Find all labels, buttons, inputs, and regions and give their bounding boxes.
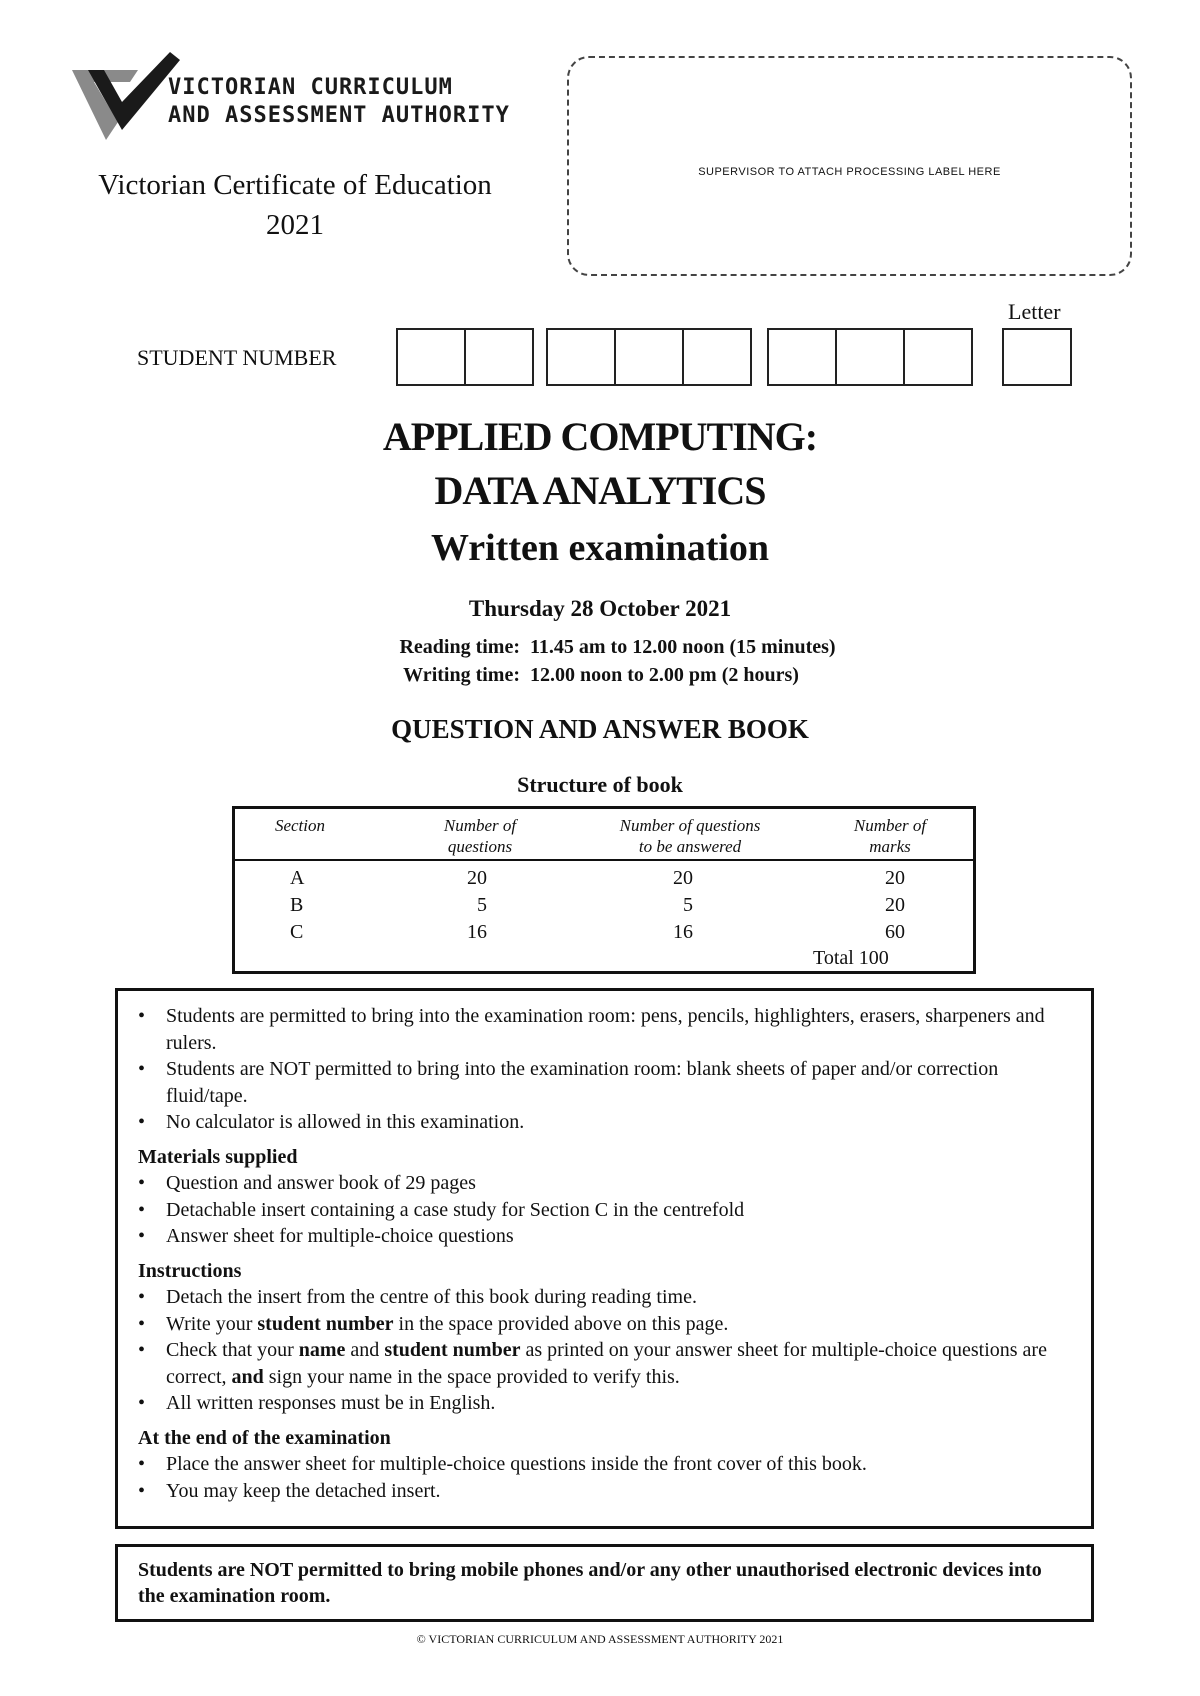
table-row bbox=[235, 867, 973, 894]
reading-time-label: Reading time: bbox=[399, 636, 520, 658]
student-number-box-1[interactable] bbox=[396, 328, 466, 386]
header-section bbox=[255, 815, 345, 836]
structure-table bbox=[232, 806, 976, 974]
student-number-label: STUDENT NUMBER bbox=[137, 345, 337, 370]
bold-text: and bbox=[231, 1365, 264, 1388]
letter-label: Letter bbox=[1008, 299, 1061, 324]
instructions-heading: Instructions bbox=[138, 1259, 242, 1282]
rules-list bbox=[138, 1003, 1071, 1136]
list-item: • Detach the insert from the centre of this book during reading time. bbox=[138, 1284, 1071, 1311]
processing-label-area bbox=[567, 56, 1132, 276]
header-marks-line-2: marks bbox=[869, 837, 911, 856]
header-num-questions-line-1: Number of bbox=[443, 816, 517, 835]
table-row bbox=[235, 921, 973, 948]
exam-subtitle: Written examination bbox=[430, 527, 770, 569]
certificate-title bbox=[60, 165, 530, 245]
row-answered: 16 bbox=[673, 921, 693, 943]
authority-name bbox=[168, 74, 510, 130]
row-questions: 16 bbox=[467, 921, 487, 943]
row-answered: 20 bbox=[673, 867, 693, 889]
bold-text: name bbox=[298, 1339, 346, 1361]
structure-title: Structure of book bbox=[517, 772, 683, 797]
total-marks: Total 100 bbox=[813, 947, 889, 969]
header-to-answer-line-1: Number of questions bbox=[619, 816, 761, 835]
student-number-box-2[interactable] bbox=[464, 328, 534, 386]
row-section: B bbox=[290, 894, 304, 916]
writing-time-value: 12.00 noon to 2.00 pm (2 hours) bbox=[530, 664, 799, 686]
header-marks bbox=[825, 815, 955, 857]
table-header bbox=[235, 809, 973, 861]
reading-time bbox=[370, 636, 836, 659]
list-item: • Students are NOT permitted to bring into the examination room: blank sheets of paper and/or correction fluid/tape. bbox=[138, 1056, 1071, 1109]
certificate-name: Victorian Certificate of Education bbox=[98, 169, 492, 201]
bold-text: student number bbox=[384, 1339, 521, 1361]
mobile-phone-warning bbox=[115, 1544, 1094, 1622]
header-to-answer bbox=[575, 815, 805, 857]
instructions-list bbox=[138, 1284, 1071, 1417]
list-item: • Detachable insert containing a case study for Section C in the centrefold bbox=[138, 1197, 1071, 1224]
student-number-box-8[interactable] bbox=[903, 328, 973, 386]
text: Write your bbox=[166, 1312, 258, 1335]
exam-title-line-1: APPLIED COMPUTING: bbox=[382, 414, 818, 459]
student-number-box-3[interactable] bbox=[546, 328, 616, 386]
list-item: • Answer sheet for multiple-choice questions bbox=[138, 1223, 1071, 1250]
warning-text: Students are NOT permitted to bring mobile phones and/or any other unauthorised electronic devices into the examination room. bbox=[138, 1559, 1042, 1607]
header-num-questions-line-2: questions bbox=[447, 837, 513, 856]
header-num-questions bbox=[405, 815, 555, 857]
authority-line-2: AND ASSESSMENT AUTHORITY bbox=[168, 103, 510, 128]
writing-time-label: Writing time: bbox=[403, 664, 520, 686]
instructions-box bbox=[115, 988, 1094, 1529]
header-to-answer-line-2: to be answered bbox=[638, 837, 742, 856]
book-title: QUESTION AND ANSWER BOOK bbox=[391, 714, 809, 744]
authority-line-1: VICTORIAN CURRICULUM bbox=[168, 75, 453, 100]
exam-date: Thursday 28 October 2021 bbox=[468, 596, 732, 621]
list-item: • All written responses must be in English. bbox=[138, 1390, 1071, 1417]
student-number-box-6[interactable] bbox=[767, 328, 837, 386]
materials-list bbox=[138, 1170, 1071, 1250]
writing-time bbox=[370, 664, 799, 687]
exam-title-line-2: DATA ANALYTICS bbox=[434, 468, 766, 513]
list-item bbox=[138, 1337, 1071, 1390]
processing-label-text: SUPERVISOR TO ATTACH PROCESSING LABEL HERE bbox=[698, 166, 1001, 178]
materials-heading: Materials supplied bbox=[138, 1145, 298, 1168]
end-of-exam-heading: At the end of the examination bbox=[138, 1426, 391, 1449]
student-number-box-7[interactable] bbox=[835, 328, 905, 386]
vcaa-logo bbox=[70, 52, 510, 142]
row-answered: 5 bbox=[683, 894, 693, 916]
text: as printed on your answer sheet for multiple-choice questions are correct, bbox=[166, 1339, 1047, 1388]
row-questions: 20 bbox=[467, 867, 487, 889]
row-section: C bbox=[290, 921, 304, 943]
student-number-box-5[interactable] bbox=[682, 328, 752, 386]
table-row bbox=[235, 894, 973, 921]
list-item: • You may keep the detached insert. bbox=[138, 1478, 1071, 1505]
reading-time-value: 11.45 am to 12.00 noon (15 minutes) bbox=[530, 636, 836, 658]
list-item: • Students are permitted to bring into the examination room: pens, pencils, highlighters, erasers, sharpeners and rulers. bbox=[138, 1003, 1071, 1056]
row-questions: 5 bbox=[477, 894, 487, 916]
list-item: • No calculator is allowed in this examination. bbox=[138, 1109, 1071, 1136]
bold-text: student number bbox=[257, 1312, 394, 1335]
certificate-year: 2021 bbox=[266, 209, 324, 241]
student-letter-box[interactable] bbox=[1002, 328, 1072, 386]
header-marks-line-1: Number of bbox=[853, 816, 927, 835]
header-section-label: Section bbox=[274, 816, 326, 835]
text: sign your name in the space provided to verify this. bbox=[263, 1365, 680, 1388]
row-marks: 20 bbox=[885, 894, 905, 916]
copyright-footer: © VICTORIAN CURRICULUM AND ASSESSMENT AUTHORITY 2021 bbox=[416, 1632, 784, 1646]
vcaa-logo-mark bbox=[70, 52, 180, 142]
row-marks: 20 bbox=[885, 867, 905, 889]
row-marks: 60 bbox=[885, 921, 905, 943]
text: and bbox=[345, 1339, 385, 1361]
list-item bbox=[138, 1311, 1071, 1338]
list-item: • Place the answer sheet for multiple-choice questions inside the front cover of this book. bbox=[138, 1451, 1071, 1478]
row-section: A bbox=[290, 867, 305, 889]
end-of-exam-list bbox=[138, 1451, 1071, 1504]
text: Check that your bbox=[166, 1339, 299, 1361]
student-number-box-4[interactable] bbox=[614, 328, 684, 386]
list-item: • Question and answer book of 29 pages bbox=[138, 1170, 1071, 1197]
text: in the space provided above on this page. bbox=[393, 1312, 729, 1335]
